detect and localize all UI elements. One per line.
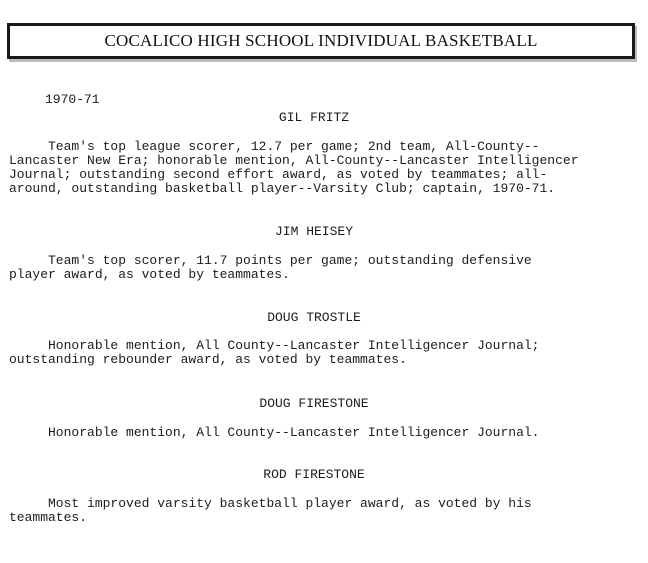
player-description-doug-firestone: Honorable mention, All County--Lancaster Intelligencer Journal.	[9, 425, 540, 440]
season-label: 1970-71	[45, 92, 100, 107]
player-description-rod-firestone: Most improved varsity basketball player award, as voted by his teammates.	[9, 496, 532, 525]
player-name-gil-fritz: GIL FRITZ	[278, 110, 350, 125]
title-banner	[7, 23, 635, 59]
player-name-doug-trostle: DOUG TROSTLE	[267, 310, 361, 325]
player-description-jim-heisey: Team's top scorer, 11.7 points per game; outstanding defensive player award, as voted by teammates.	[9, 253, 532, 282]
player-name-jim-heisey: JIM HEISEY	[274, 224, 353, 239]
player-description-doug-trostle: Honorable mention, All County--Lancaster Intelligencer Journal; outstanding rebounder award, as voted by teammates.	[9, 338, 540, 367]
page-title: COCALICO HIGH SCHOOL INDIVIDUAL BASKETBALL	[104, 31, 538, 50]
player-description-gil-fritz: Team's top league scorer, 12.7 per game; 2nd team, All-County-- Lancaster New Era; honorable mention, All-County--Lancaster Intelligencer Journal; outstanding second effort award, as voted by teammates; all- around, outstanding basketball player--Varsity Club; captain, 1970-71.	[9, 139, 579, 196]
player-name-doug-firestone: DOUG FIRESTONE	[259, 396, 369, 411]
player-name-rod-firestone: ROD FIRESTONE	[263, 467, 365, 482]
